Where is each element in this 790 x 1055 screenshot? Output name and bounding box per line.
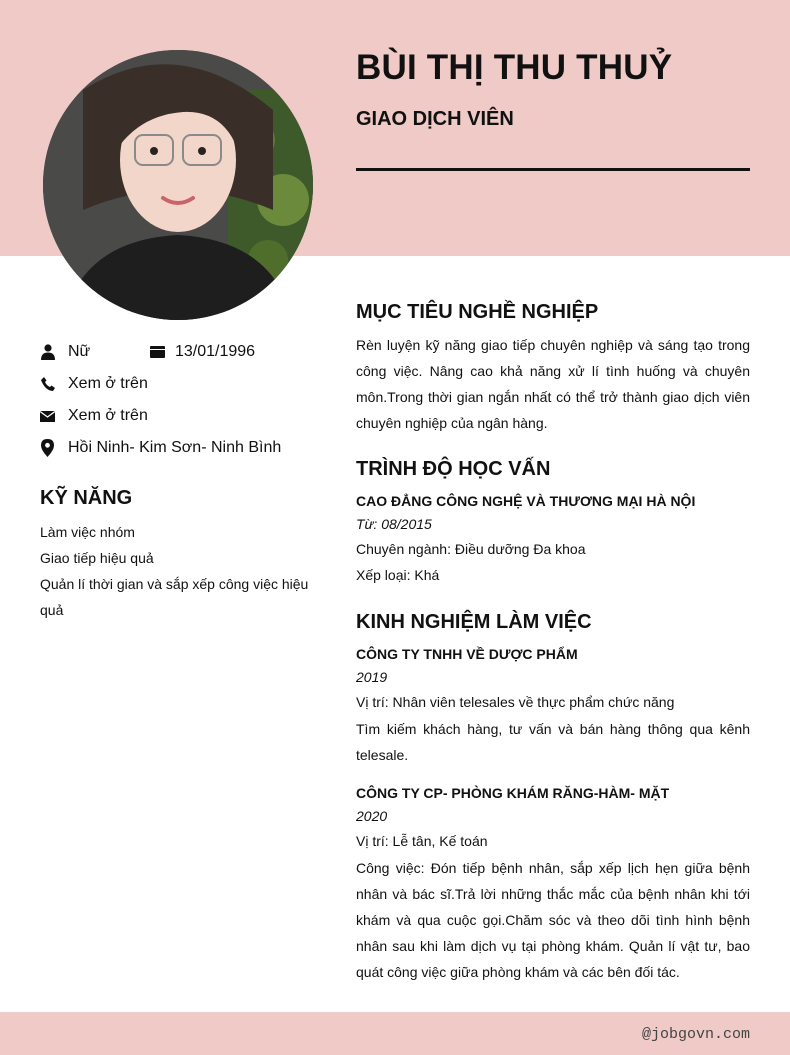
person-icon (40, 344, 55, 360)
education-period: Từ: 08/2015 (356, 516, 432, 532)
objective-text: Rèn luyện kỹ năng giao tiếp chuyên nghiệp và sáng tạo trong công việc. Nâng cao khả năng xử lí tình huống và chuyên môn.Trong thời gian ngắn nhất có thể trở thành giao dịch viên chuyên nghiệp của ngân hàng. (356, 337, 750, 431)
education-major: Chuyên ngành: Điều dưỡng Đa khoa (356, 541, 586, 557)
experience-heading: KINH NGHIỆM LÀM VIỆC (356, 611, 592, 633)
address-row (40, 439, 281, 457)
email-row (40, 407, 148, 425)
job-company: CÔNG TY TNHH VỀ DƯỢC PHẨM (356, 646, 578, 662)
skill-item: Quản lí thời gian và sắp xếp công việc hiệu quả (40, 576, 309, 618)
mail-icon (40, 408, 55, 424)
dob-row (150, 343, 255, 361)
email-value: Xem ở trên (68, 407, 148, 424)
gender-value: Nữ (68, 343, 91, 360)
phone-icon (40, 376, 55, 392)
location-icon (40, 440, 55, 456)
job-company: CÔNG TY CP- PHÒNG KHÁM RĂNG-HÀM- MẶT (356, 785, 670, 801)
phone-row (40, 375, 148, 393)
school-name: CAO ĐẲNG CÔNG NGHỆ VÀ THƯƠNG MẠI HÀ NỘI (356, 493, 696, 509)
candidate-name: BÙI THỊ THU THUỶ (356, 48, 673, 87)
gender-row (40, 343, 90, 361)
objective-heading: MỤC TIÊU NGHỀ NGHIỆP (356, 301, 599, 323)
skills-list (40, 519, 310, 623)
address-value: Hồi Ninh- Kim Sơn- Ninh Bình (68, 439, 282, 456)
profile-photo (43, 50, 313, 320)
footer-watermark: @jobgovn.com (641, 1026, 750, 1043)
calendar-icon (150, 344, 165, 360)
job-description: Tìm kiếm khách hàng, tư vấn và bán hàng thông qua kênh telesale. (356, 721, 750, 763)
job-position: Vị trí: Lễ tân, Kế toán (356, 833, 488, 849)
education-grade: Xếp loại: Khá (356, 567, 440, 583)
skill-item: Giao tiếp hiệu quả (40, 550, 154, 566)
job-position: Vị trí: Nhân viên telesales về thực phẩm chức năng (356, 694, 675, 710)
skill-item: Làm việc nhóm (40, 524, 135, 540)
job-description: Công việc: Đón tiếp bệnh nhân, sắp xếp lịch hẹn giữa bệnh nhân và bác sĩ.Trả lời những thắc mắc của bệnh nhân khi tới khám và qua cuộc gọi.Chăm sóc và theo dõi tình hình bệnh nhân sau khi làm dịch vụ tại phòng khám. Quản lí vật tư, bao quát công việc giữa phòng khám và các bên đối tác. (356, 860, 750, 980)
education-heading: TRÌNH ĐỘ HỌC VẤN (356, 458, 551, 480)
portrait-illustration (43, 50, 313, 320)
job-title: GIAO DỊCH VIÊN (356, 108, 514, 130)
skills-heading: KỸ NĂNG (40, 487, 133, 509)
header-divider (356, 168, 750, 171)
dob-value: 13/01/1996 (175, 343, 256, 360)
phone-value: Xem ở trên (68, 375, 148, 392)
job-year: 2020 (356, 808, 388, 824)
job-year: 2019 (356, 669, 388, 685)
